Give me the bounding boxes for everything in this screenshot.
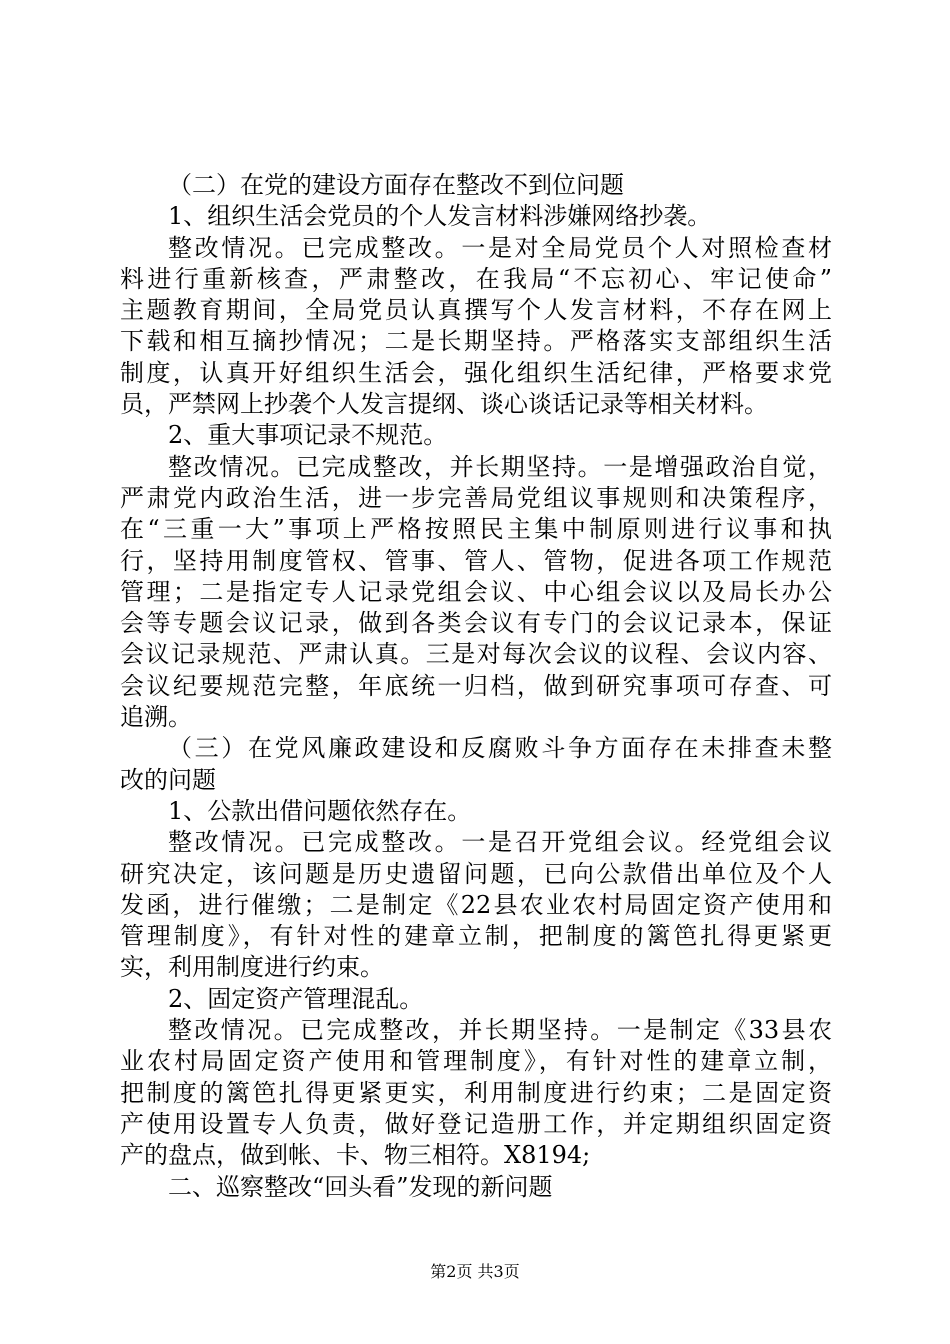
paragraph-line: 把制度的篱笆扎得更紧更实，利用制度进行约束；二是固定资 [120, 1078, 832, 1107]
section-heading-main: 二、巡察整改“回头看”发现的新问题 [168, 1172, 553, 1201]
section-heading-3: （三）在党风廉政建设和反腐败斗争方面存在未排查未整 [168, 734, 832, 763]
paragraph-line: 员，严禁网上抄袭个人发言提纲、谈心谈话记录等相关材料。 [120, 390, 768, 419]
issue-title: 1、组织生活会党员的个人发言材料涉嫌网络抄袭。 [168, 202, 712, 231]
document-body [120, 170, 832, 1203]
issue-title: 2、重大事项记录不规范。 [168, 421, 448, 450]
section-heading-3-cont: 改的问题 [120, 765, 216, 794]
paragraph-line: 管理；二是指定专人记录党组会议、中心组会议以及局长办公 [120, 577, 832, 606]
paragraph-line: 会议记录规范、严肃认真。三是对每次会议的议程、会议内容、 [120, 640, 832, 669]
page-footer: 第2页 共3页 [430, 1262, 520, 1281]
paragraph-line: 会议纪要规范完整，年底统一归档，做到研究事项可存查、可 [120, 671, 832, 700]
paragraph-line: 发函，进行催缴；二是制定《22县农业农村局固定资产使用和 [120, 890, 832, 919]
paragraph-line: 制度，认真开好组织生活会，强化组织生活纪律，严格要求党 [120, 358, 832, 387]
paragraph-line: 下载和相互摘抄情况；二是长期坚持。严格落实支部组织生活 [120, 327, 832, 356]
paragraph-line: 产的盘点，做到帐、卡、物三相符。X8194; [120, 1141, 591, 1170]
paragraph-line: 产使用设置专人负责，做好登记造册工作，并定期组织固定资 [120, 1109, 832, 1138]
paragraph-line: 会等专题会议记录，做到各类会议有专门的会议记录本，保证 [120, 609, 832, 638]
paragraph-line: 整改情况。已完成整改。一是召开党组会议。经党组会议 [168, 828, 832, 857]
paragraph-line: 整改情况。已完成整改，并长期坚持。一是制定《33县农 [168, 1016, 832, 1045]
paragraph-line: 研究决定，该问题是历史遗留问题，已向公款借出单位及个人 [120, 859, 832, 888]
paragraph-line: 主题教育期间，全局党员认真撰写个人发言材料，不存在网上 [120, 296, 832, 325]
paragraph-line: 整改情况。已完成整改，并长期坚持。一是增强政治自觉， [168, 452, 832, 481]
section-heading-2: （二）在党的建设方面存在整改不到位问题 [168, 171, 624, 199]
issue-title: 2、固定资产管理混乱。 [168, 984, 424, 1013]
paragraph-line: 严肃党内政治生活，进一步完善局党组议事规则和决策程序， [120, 483, 832, 512]
paragraph-line: 实，利用制度进行约束。 [120, 953, 384, 982]
paragraph-line: 业农村局固定资产使用和管理制度》，有针对性的建章立制， [120, 1047, 832, 1076]
paragraph-line: 管理制度》，有针对性的建章立制，把制度的篱笆扎得更紧更 [120, 922, 832, 951]
issue-title: 1、公款出借问题依然存在。 [168, 796, 472, 825]
paragraph-line: 料进行重新核查，严肃整改，在我局“不忘初心、牢记使命” [120, 264, 832, 293]
paragraph-line: 在“三重一大”事项上严格按照民主集中制原则进行议事和执 [120, 515, 832, 544]
paragraph-line: 追溯。 [120, 703, 192, 732]
paragraph-line: 整改情况。已完成整改。一是对全局党员个人对照检查材 [168, 233, 832, 262]
paragraph-line: 行，坚持用制度管权、管事、管人、管物，促进各项工作规范 [120, 546, 832, 575]
